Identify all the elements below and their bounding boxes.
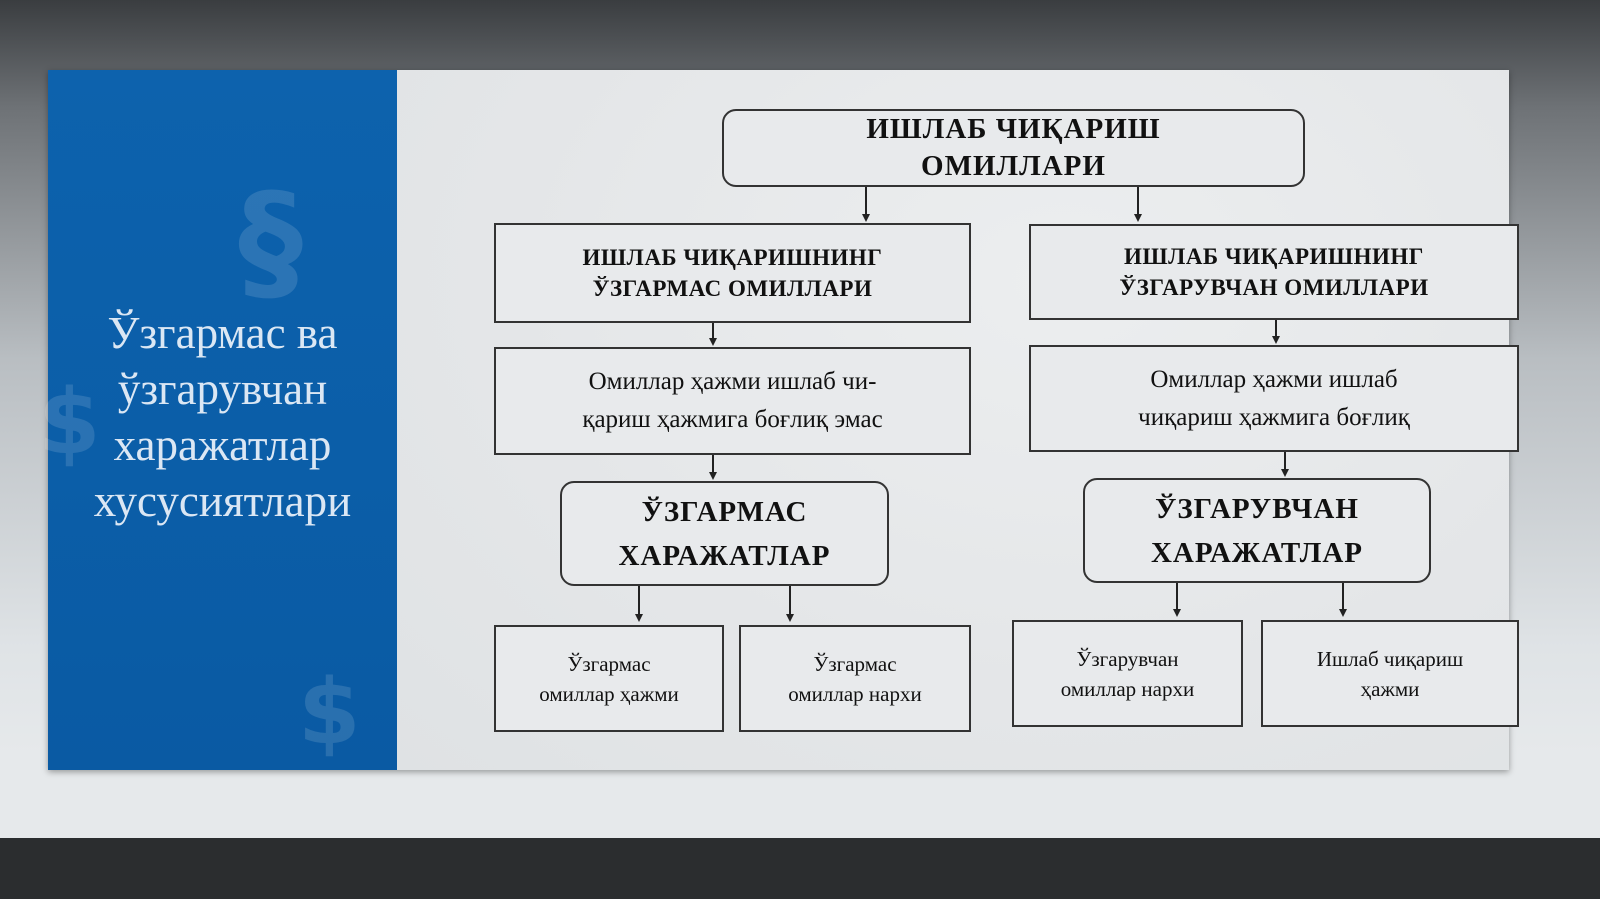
watermark-symbol: $: [298, 660, 361, 765]
leaf-line: Ўзгармас: [567, 651, 651, 676]
watermark-symbol: §: [238, 165, 303, 317]
leaf-line: омиллар нархи: [1060, 676, 1195, 701]
slide-title: [48, 305, 397, 529]
leaf-variable-factor-price: [1012, 620, 1243, 727]
variable-costs-node: [1083, 478, 1431, 583]
fixed-factors-description-line: қариш ҳажмига боғлиқ эмас: [582, 406, 883, 433]
title-panel: [38, 70, 397, 770]
variable-costs-node-line: ЎЗГАРУВЧАН: [1155, 492, 1359, 525]
root-node: [722, 109, 1305, 187]
leaf-line: Ишлаб чиқариш: [1316, 646, 1464, 671]
root-node-line: ОМИЛЛАРИ: [921, 150, 1106, 182]
leaf-line: Ўзгарувчан: [1076, 646, 1179, 671]
fixed-factors-header: [494, 223, 971, 323]
variable-factors-description: [1029, 345, 1519, 452]
leaf-line: омиллар ҳажми: [539, 681, 679, 706]
fixed-costs-node-line: ЎЗГАРМАС: [641, 495, 808, 528]
bottom-bar: [0, 838, 1600, 899]
leaf-line: ҳажми: [1360, 676, 1420, 701]
slide-title-line: хусусиятлари: [93, 476, 352, 526]
variable-factors-header: [1029, 224, 1519, 320]
leaf-fixed-factor-price: [739, 625, 971, 732]
root-node-line: ИШЛАБ ЧИҚАРИШ: [866, 113, 1161, 145]
leaf-fixed-factor-volume: [494, 625, 724, 732]
slide-title-line: Ўзгармас ва: [107, 308, 338, 358]
fixed-costs-node: [560, 481, 889, 586]
fixed-factors-header-line: ИШЛАБ ЧИҚАРИШНИНГ: [582, 245, 883, 270]
variable-factors-description-line: Омиллар ҳажми ишлаб: [1150, 365, 1398, 393]
watermark-symbol: $: [38, 370, 101, 475]
variable-factors-header-line: ИШЛАБ ЧИҚАРИШНИНГ: [1124, 244, 1424, 269]
variable-factors-description-line: чиқариш ҳажмига боғлиқ: [1138, 403, 1410, 431]
slide-title-line: харажатлар: [113, 420, 332, 470]
slide: [38, 70, 1509, 770]
fixed-factors-header-line: ЎЗГАРМАС ОМИЛЛАРИ: [592, 276, 873, 301]
leaf-line: омиллар нархи: [788, 681, 922, 706]
variable-costs-node-line: ХАРАЖАТЛАР: [1150, 536, 1364, 569]
flowchart: [397, 70, 1509, 770]
fixed-costs-node-line: ХАРАЖАТЛАР: [618, 539, 831, 572]
fixed-factors-description: [494, 347, 971, 455]
leaf-line: Ўзгармас: [813, 651, 897, 676]
leaf-production-volume: [1261, 620, 1519, 727]
variable-factors-header-line: ЎЗГАРУВЧАН ОМИЛЛАРИ: [1119, 275, 1429, 300]
fixed-factors-description-line: Омиллар ҳажми ишлаб чи-: [588, 368, 877, 395]
slide-title-line: ўзгарувчан: [117, 364, 328, 414]
